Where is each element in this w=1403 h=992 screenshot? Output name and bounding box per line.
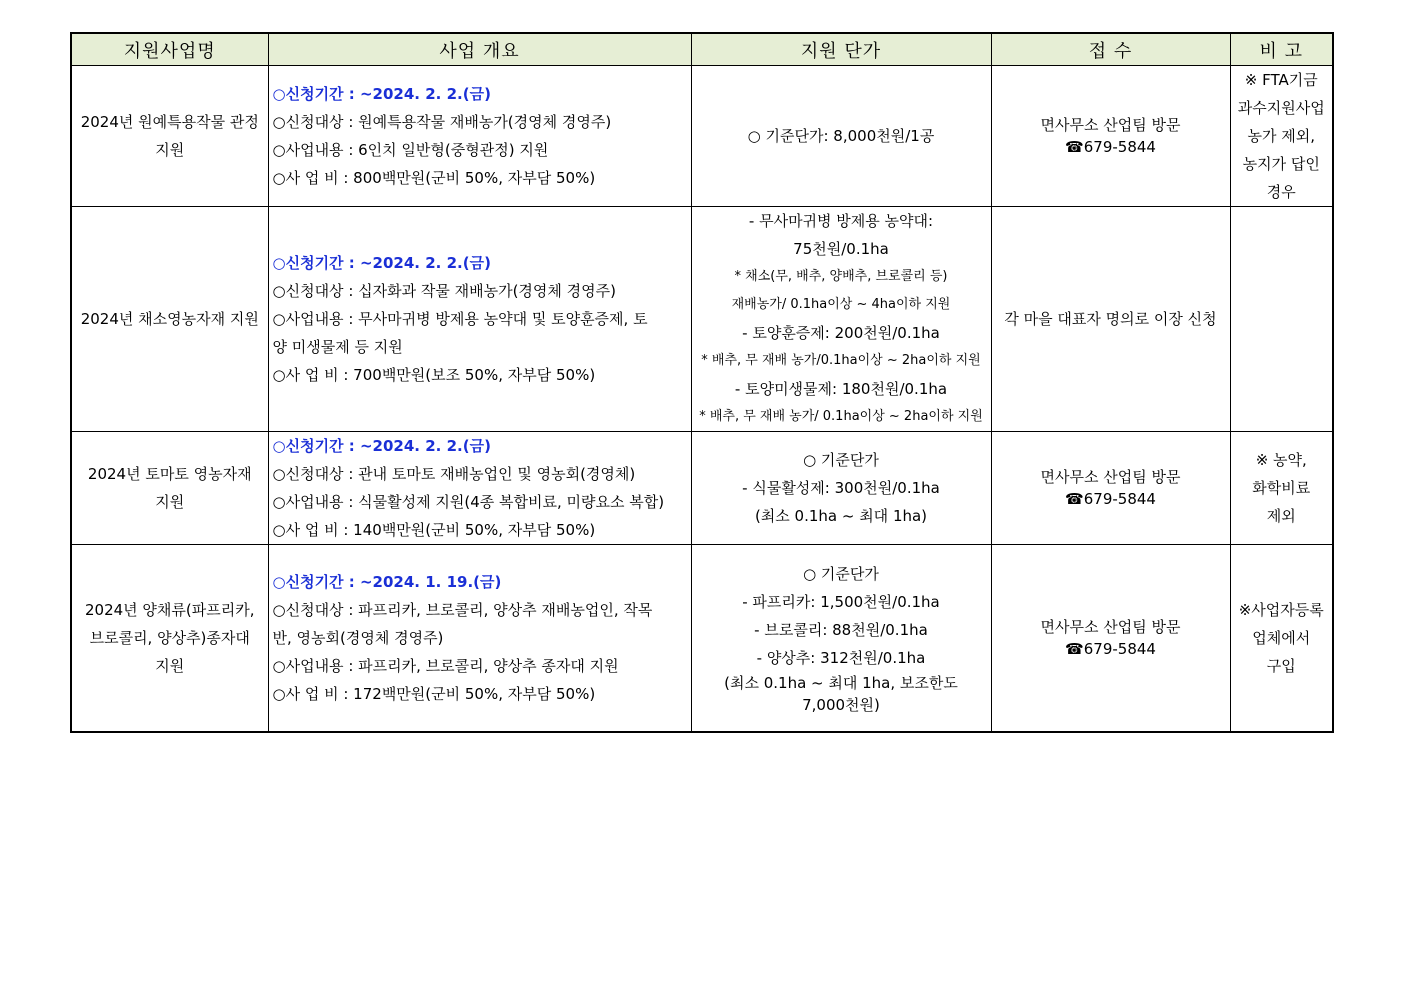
price-line: (최소 0.1ha ~ 최대 1ha) xyxy=(754,507,928,525)
overview-line: ○사업내용 : 식물활성제 지원(4종 복합비료, 미량요소 복합) xyxy=(272,493,665,511)
application-period: ○신청기간 : ~2024. 2. 2.(금) xyxy=(272,254,491,272)
program-name-line: 지원 xyxy=(155,493,185,511)
unit-price-cell xyxy=(691,545,991,732)
price-line: 7,000천원) xyxy=(802,695,880,714)
price-line: 75천원/0.1ha xyxy=(793,240,889,258)
remark-line: 과수지원사업 xyxy=(1237,99,1325,117)
reception-phone: ☎679-5844 xyxy=(1065,490,1156,508)
price-note: * 채소(무, 배추, 양배추, 브로콜리 등) xyxy=(734,269,948,284)
overview-line: 반, 영농회(경영체 경영주) xyxy=(272,628,444,647)
overview-cell xyxy=(268,545,691,732)
reception-line: 각 마을 대표자 명의로 이장 신청 xyxy=(1004,310,1217,328)
price-line: ○ 기준단가 xyxy=(803,564,879,583)
remark-line: 경우 xyxy=(1266,183,1296,201)
program-name-line: 지원 xyxy=(155,141,185,159)
remark-line: 구입 xyxy=(1266,656,1296,675)
overview-line: ○신청대상 : 파프리카, 브로콜리, 양상추 재배농업인, 작목 xyxy=(272,600,653,619)
application-period: ○신청기간 : ~2024. 2. 2.(금) xyxy=(272,437,491,455)
remark-line: 제외 xyxy=(1266,507,1296,525)
reception-phone: ☎679-5844 xyxy=(1065,138,1156,156)
table-row xyxy=(71,207,1333,432)
program-name-cell xyxy=(71,545,268,732)
remark-cell xyxy=(1230,207,1333,432)
remark-line: 농가 제외, xyxy=(1247,127,1315,145)
reception-line: 면사무소 산업팀 방문 xyxy=(1040,617,1181,636)
price-note: * 배추, 무 재배 농가/0.1ha이상 ~ 2ha이하 지원 xyxy=(701,353,981,368)
price-line: - 파프리카: 1,500천원/0.1ha xyxy=(742,592,940,611)
unit-price-cell xyxy=(691,66,991,207)
price-line: - 양상추: 312천원/0.1ha xyxy=(756,648,926,667)
overview-line: ○신청대상 : 원예특용작물 재배농가(경영체 경영주) xyxy=(272,113,612,131)
reception-line: 면사무소 산업팀 방문 xyxy=(1040,116,1181,134)
price-line: - 토양미생물제: 180천원/0.1ha xyxy=(734,380,948,398)
reception-phone: ☎679-5844 xyxy=(1065,639,1156,658)
header-reception: 접 수 xyxy=(991,33,1230,66)
header-overview: 사업 개요 xyxy=(268,33,691,66)
overview-line: ○사 업 비 : 800백만원(군비 50%, 자부담 50%) xyxy=(272,169,596,187)
program-name-line: 2024년 양채류(파프리카, xyxy=(85,600,255,619)
remark-line: ※ 농약, xyxy=(1255,451,1307,469)
program-name-line: 2024년 원예특용작물 관정 xyxy=(80,113,259,131)
application-period: ○신청기간 : ~2024. 1. 19.(금) xyxy=(272,572,502,591)
overview-line: ○사 업 비 : 172백만원(군비 50%, 자부담 50%) xyxy=(272,684,596,703)
remark-line: 농지가 답인 xyxy=(1242,155,1320,173)
remark-cell xyxy=(1230,432,1333,545)
table-row xyxy=(71,545,1333,732)
remark-line: ※ FTA기금 xyxy=(1244,71,1318,89)
header-unit-price: 지원 단가 xyxy=(691,33,991,66)
overview-line: 양 미생물제 등 지원 xyxy=(272,338,403,356)
table-row xyxy=(71,66,1333,207)
reception-cell xyxy=(991,432,1230,545)
program-name-line: 2024년 채소영농자재 지원 xyxy=(80,310,259,328)
reception-line: 면사무소 산업팀 방문 xyxy=(1040,468,1181,486)
price-line: ○ 기준단가 xyxy=(803,451,879,469)
support-program-table xyxy=(70,32,1334,733)
overview-line: ○사업내용 : 6인치 일반형(중형관정) 지원 xyxy=(272,141,549,159)
overview-cell xyxy=(268,432,691,545)
program-name-line: 지원 xyxy=(155,656,185,675)
unit-price-cell xyxy=(691,207,991,432)
remark-line: ※사업자등록 xyxy=(1238,600,1324,619)
reception-cell xyxy=(991,66,1230,207)
remark-line: 업체에서 xyxy=(1252,628,1311,647)
reception-cell xyxy=(991,545,1230,732)
overview-line: ○신청대상 : 십자화과 작물 재배농가(경영체 경영주) xyxy=(272,282,616,300)
price-line: ○ 기준단가: 8,000천원/1공 xyxy=(747,127,935,145)
program-name-cell xyxy=(71,66,268,207)
program-name-cell xyxy=(71,432,268,545)
price-line: - 브로콜리: 88천원/0.1ha xyxy=(754,620,928,639)
reception-cell xyxy=(991,207,1230,432)
overview-line: ○사업내용 : 파프리카, 브로콜리, 양상추 종자대 지원 xyxy=(272,656,619,675)
overview-line: ○사업내용 : 무사마귀병 방제용 농약대 및 토양훈증제, 토 xyxy=(272,310,648,328)
overview-cell xyxy=(268,207,691,432)
price-line: - 식물활성제: 300천원/0.1ha xyxy=(742,479,940,497)
overview-line: ○사 업 비 : 140백만원(군비 50%, 자부담 50%) xyxy=(272,521,596,539)
header-remark: 비 고 xyxy=(1230,33,1333,66)
overview-line: ○신청대상 : 관내 토마토 재배농업인 및 영농회(경영체) xyxy=(272,465,636,483)
overview-line: ○사 업 비 : 700백만원(보조 50%, 자부담 50%) xyxy=(272,366,596,384)
unit-price-cell xyxy=(691,432,991,545)
price-line: - 무사마귀병 방제용 농약대: xyxy=(748,212,934,230)
overview-cell xyxy=(268,66,691,207)
program-name-line: 브로콜리, 양상추)종자대 xyxy=(89,628,250,647)
header-program-name: 지원사업명 xyxy=(71,33,268,66)
remark-cell xyxy=(1230,66,1333,207)
remark-cell xyxy=(1230,545,1333,732)
program-name-cell xyxy=(71,207,268,432)
price-line: (최소 0.1ha ~ 최대 1ha, 보조한도 xyxy=(724,673,958,692)
price-note: 재배농가/ 0.1ha이상 ~ 4ha이하 지원 xyxy=(731,297,951,312)
table-header-row xyxy=(71,33,1333,66)
price-line: - 토양훈증제: 200천원/0.1ha xyxy=(742,324,940,342)
price-note: * 배추, 무 재배 농가/ 0.1ha이상 ~ 2ha이하 지원 xyxy=(699,409,983,424)
application-period: ○신청기간 : ~2024. 2. 2.(금) xyxy=(272,85,491,103)
table-row xyxy=(71,432,1333,545)
remark-line: 화학비료 xyxy=(1252,479,1311,497)
program-name-line: 2024년 토마토 영농자재 xyxy=(87,465,252,483)
